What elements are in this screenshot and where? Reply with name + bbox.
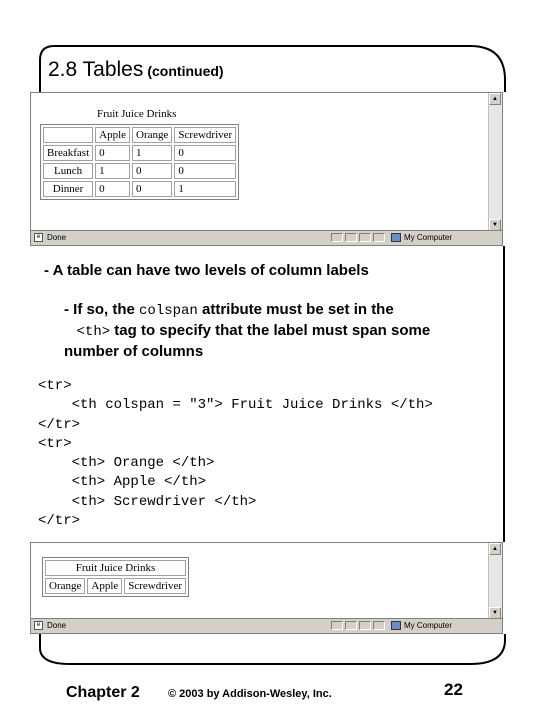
code-line: <tr> (38, 435, 72, 452)
code-line: </tr> (38, 513, 81, 530)
bullet-two-levels: - A table can have two levels of column labels (44, 262, 369, 279)
status-cell (359, 233, 371, 242)
column-header: Screwdriver (174, 127, 236, 143)
column-header: Orange (45, 578, 85, 594)
status-cell (345, 621, 357, 630)
row-header: Breakfast (43, 145, 93, 161)
scroll-up-arrow-icon[interactable]: ▲ (489, 543, 501, 555)
page-done-icon: e (34, 621, 43, 630)
column-header: Orange (132, 127, 172, 143)
status-bar (31, 618, 502, 633)
vertical-scrollbar[interactable] (488, 93, 502, 231)
code-line: <th colspan = "3"> Fruit Juice Drinks </th> (38, 397, 433, 414)
bullet-text: tag to specify that the label must span some number of columns (64, 322, 431, 360)
row-header: Dinner (43, 181, 93, 197)
code-line: <th> Orange </th> (38, 455, 215, 472)
table-row (43, 127, 236, 143)
code-line: <th> Apple </th> (38, 474, 207, 491)
my-computer-icon (391, 621, 401, 630)
inline-code: <th> (76, 324, 111, 340)
corner-cell (43, 127, 93, 143)
status-cell (373, 621, 385, 630)
security-zone: My Computer (404, 233, 453, 242)
code-line: <th> Screwdriver </th> (38, 493, 257, 510)
table-cell: 0 (95, 181, 130, 197)
status-bar (31, 230, 502, 245)
table-cell: 0 (132, 181, 172, 197)
spanning-header: Fruit Juice Drinks (45, 560, 186, 576)
slide-title (48, 58, 224, 82)
status-cell (345, 233, 357, 242)
scroll-up-arrow-icon[interactable]: ▲ (489, 93, 501, 105)
my-computer-icon (391, 233, 401, 242)
slide-title-main: 2.8 Tables (48, 58, 144, 81)
table-cell: 1 (132, 145, 172, 161)
slide-title-sub: (continued) (147, 63, 224, 79)
column-header: Screwdriver (124, 578, 186, 594)
footer-copyright: © 2003 by Addison-Wesley, Inc. (168, 688, 332, 700)
bullet-text: attribute must be set in the (202, 301, 394, 318)
table-cell: 1 (95, 163, 130, 179)
table-cell: 0 (174, 163, 236, 179)
table-cell: 0 (95, 145, 130, 161)
table-caption: Fruit Juice Drinks (97, 108, 177, 120)
bullet-colspan (64, 300, 484, 362)
page-done-icon: e (34, 233, 43, 242)
column-header: Apple (87, 578, 122, 594)
column-header: Apple (95, 127, 130, 143)
table-row (45, 578, 186, 594)
code-line: </tr> (38, 416, 81, 433)
status-text: Done (47, 621, 67, 630)
fruit-juice-colspan-table (42, 557, 189, 597)
vertical-scrollbar[interactable] (488, 543, 502, 619)
status-cell (359, 621, 371, 630)
page-number: 22 (444, 680, 463, 699)
status-cell (373, 233, 385, 242)
code-block (38, 377, 433, 531)
fruit-juice-table (40, 124, 239, 200)
row-header: Lunch (43, 163, 93, 179)
scroll-down-arrow-icon[interactable]: ▼ (489, 607, 501, 619)
table-row (45, 560, 186, 576)
inline-code: colspan (139, 303, 198, 319)
status-text: Done (47, 233, 67, 242)
table-row (43, 145, 236, 161)
security-zone: My Computer (404, 621, 453, 630)
code-line: <tr> (38, 378, 72, 394)
table-cell: 0 (132, 163, 172, 179)
scroll-down-arrow-icon[interactable]: ▼ (489, 219, 501, 231)
table-row (43, 181, 236, 197)
status-cell (331, 621, 343, 630)
table-row (43, 163, 236, 179)
table-cell: 1 (174, 181, 236, 197)
status-cell (331, 233, 343, 242)
footer-chapter: Chapter 2 (66, 684, 140, 701)
bullet-text: - If so, the (64, 301, 135, 318)
table-cell: 0 (174, 145, 236, 161)
